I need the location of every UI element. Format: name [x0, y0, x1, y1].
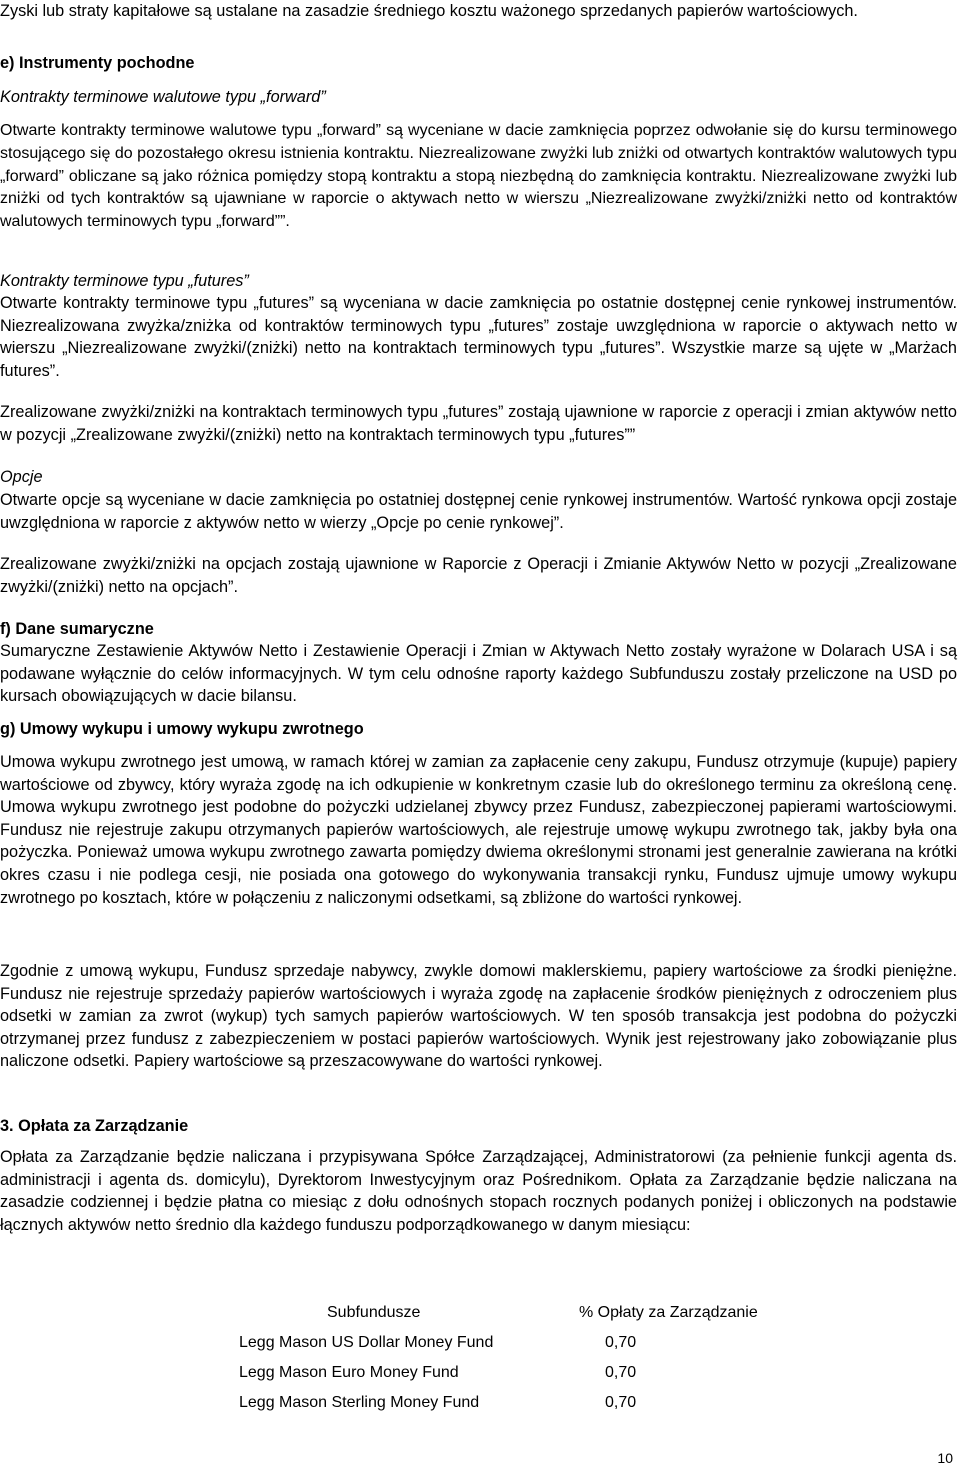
intro-paragraph [0, 0, 957, 23]
heading-text: f) Dane sumaryczne [0, 620, 154, 638]
paragraph-text: Otwarte kontrakty terminowe typu „futures” są wyceniana w dacie zamknięcia po ostatnie dostępnej cenie rynkowej instrumentów. Niezrealizowana zwyżka/zniżka od kontraktów terminowych typu „futures” zostaje uwzględniona w raporcie o aktywach netto w wierszu „Niezrealizowane zwyżki/(zniżki) netto na kontraktach terminowych typu „futures”. Wszystkie marze są ujęte w „Marżach futures”. [0, 294, 957, 380]
fee-cell: 0,70 [605, 1364, 637, 1381]
paragraph-text: Zrealizowane zwyżki/zniżki na opcjach zostają ujawnione w Raporcie z Operacji i Zmianie Aktywów Netto w pozycji „Zrealizowane zwyżki/(zniżki) netto na opcjach”. [0, 555, 957, 596]
fund-name-cell: Legg Mason Sterling Money Fund [239, 1394, 480, 1411]
subheading-text: Opcje [0, 468, 43, 486]
paragraph-text: Otwarte opcje są wyceniane w dacie zamknięcia po ostatniej dostępnej cenie rynkowej instrumentów. Wartość rynkowa opcji zostaje uwzględniona w raporcie z aktywów netto w wierzy „Opcje po cenie rynkowej”. [0, 491, 957, 532]
table-row [239, 1322, 758, 1352]
paragraph-text: Zyski lub straty kapitałowe są ustalane na zasadzie średniego kosztu ważonego sprzedanych papierów wartościowych. [0, 2, 858, 20]
paragraph-text: Sumaryczne Zestawienie Aktywów Netto i Zestawienie Operacji i Zmian w Aktywach Netto zostały wyrażone w Dolarach USA i są podawane wyłącznie do celów informacyjnych. W tym celu odnośne raporty każdego Subfunduszu zostały przeliczone na USD po kursach obowiązujących w dacie bilansu. [0, 642, 957, 706]
section-g-paragraph-1 [0, 751, 957, 909]
section-3-heading [0, 1115, 957, 1138]
fund-name-cell: Legg Mason Euro Money Fund [239, 1364, 459, 1381]
fund-name-cell: Legg Mason US Dollar Money Fund [239, 1334, 494, 1351]
futures-paragraph-2 [0, 401, 957, 446]
section-g-heading [0, 718, 957, 741]
paragraph-text: Otwarte kontrakty terminowe walutowe typu „forward” są wyceniane w dacie zamknięcia poprzez odwołanie się do kursu terminowego stosującego się do pozostałego okresu istnienia kontraktu. Niezrealizowane zwyżki lub zniżki od otwartych kontraktów walutowych typu „forward” obliczane są jako różnica pomiędzy stopą kontraktu a stopą niezbędną do zamknięcia kontraktu. Niezrealizowane zwyżki lub zniżki od tych kontraktów są ujawniane w raporcie o aktywach netto w wierszu „Niezrealizowane zwyżki/zniżki netto od kontraktów walutowych terminowych typu „forward””. [0, 122, 957, 231]
section-e-heading [0, 52, 957, 75]
table-row [239, 1382, 758, 1412]
fee-cell: 0,70 [605, 1394, 637, 1411]
paragraph-text: Umowa wykupu zwrotnego jest umową, w ramach której w zamian za zapłacenie ceny zakupu, Fundusz otrzymuje (kupuje) papiery wartościowe od zbywcy, który wyraża zgodę na ich odkupienie w konkretnym czasie lub do określonego terminu za określoną cenę. Umowa wykupu zwrotnego jest podobne do pożyczki udzielanej zbywcy przez Fundusz, zabezpieczonej papierami wartościowymi. Fundusz nie rejestruje zakupu otrzymanych papierów wartościowych, ale rejestruje umowę wykupu zwrotnego tak, jakby była ona pożyczka. Ponieważ umowa wykupu zwrotnego zawarta pomiędzy dwiema określonymi stronami jest generalnie zawierana na krótki okres czasu i nie podlega cesji, nie posiada ona gotowego do wykonywania transakcji rynku, Fundusz ujmuje umowy wykupu zwrotnego po kosztach, które w połączeniu z naliczonymi odsetkami, są zbliżone do wartości rynkowej. [0, 753, 957, 907]
management-fee-table [239, 1300, 758, 1412]
paragraph-text: Zgodnie z umową wykupu, Fundusz sprzedaje nabywcy, zwykle domowi maklerskiemu, papiery wartościowe za środki pieniężne. Fundusz nie rejestruje sprzedaży papierów wartościowych i wyraża zgodę na zapłacenie środków pieniężnych z odroczeniem plus odsetki w zamian za zwrot (wykup) tych samych papierów wartościowych. W ten sposób transakcja jest podobna do pożyczki otrzymanej przez fundusz z zabezpieczeniem w postaci papierów wartościowych. Wynik jest rejestrowany jako zobowiązanie plus naliczone odsetki. Papiery wartościowe są przeszacowywane do wartości rynkowej. [0, 962, 957, 1071]
heading-text: 3. Opłata za Zarządzanie [0, 1117, 189, 1135]
forward-paragraph [0, 120, 957, 234]
paragraph-text: Zrealizowane zwyżki/zniżki na kontraktach terminowych typu „futures” zostają ujawnione w raporcie z operacji i zmian aktywów netto w pozycji „Zrealizowane zwyżki/(zniżki) netto na kontraktach terminowych typu „futures”” [0, 403, 957, 444]
section-g-paragraph-2 [0, 960, 957, 1073]
futures-paragraph-1 [0, 292, 957, 382]
heading-text: e) Instrumenty pochodne [0, 54, 195, 72]
options-paragraph-1 [0, 489, 957, 534]
section-f-heading [0, 618, 957, 641]
table-header-row [239, 1300, 758, 1322]
fee-cell: 0,70 [605, 1334, 637, 1351]
paragraph-text: Opłata za Zarządzanie będzie naliczana i przypisywana Spółce Zarządzającej, Administratorowi (za pełnienie funkcji agenta ds. administracji i agenta ds. domicylu), Dyrektorom Inwestycyjnym oraz Pośrednikom. Opłata za Zarządzanie będzie naliczana na zasadzie codziennej i będzie płatna co miesiąc z dołu odnośnych stopach rocznych podanych poniżej i obliczonych na podstawie łącznych aktywów netto średnio dla każdego funduszu podporządkowanego w danym miesiącu: [0, 1148, 957, 1234]
table-row [239, 1352, 758, 1382]
subheading-text: Kontrakty terminowe typu „futures” [0, 272, 249, 290]
forward-subheading [0, 86, 957, 109]
column-header-fund: Subfundusze [327, 1304, 421, 1321]
options-subheading [0, 466, 957, 489]
subheading-text: Kontrakty terminowe walutowe typu „forward” [0, 88, 326, 106]
heading-text: g) Umowy wykupu i umowy wykupu zwrotnego [0, 720, 364, 738]
page-number: 10 [937, 1450, 953, 1466]
section-3-paragraph [0, 1146, 957, 1236]
options-paragraph-2 [0, 553, 957, 598]
futures-subheading [0, 270, 957, 293]
column-header-fee: % Opłaty za Zarządzanie [579, 1304, 758, 1321]
section-f-paragraph [0, 640, 957, 708]
